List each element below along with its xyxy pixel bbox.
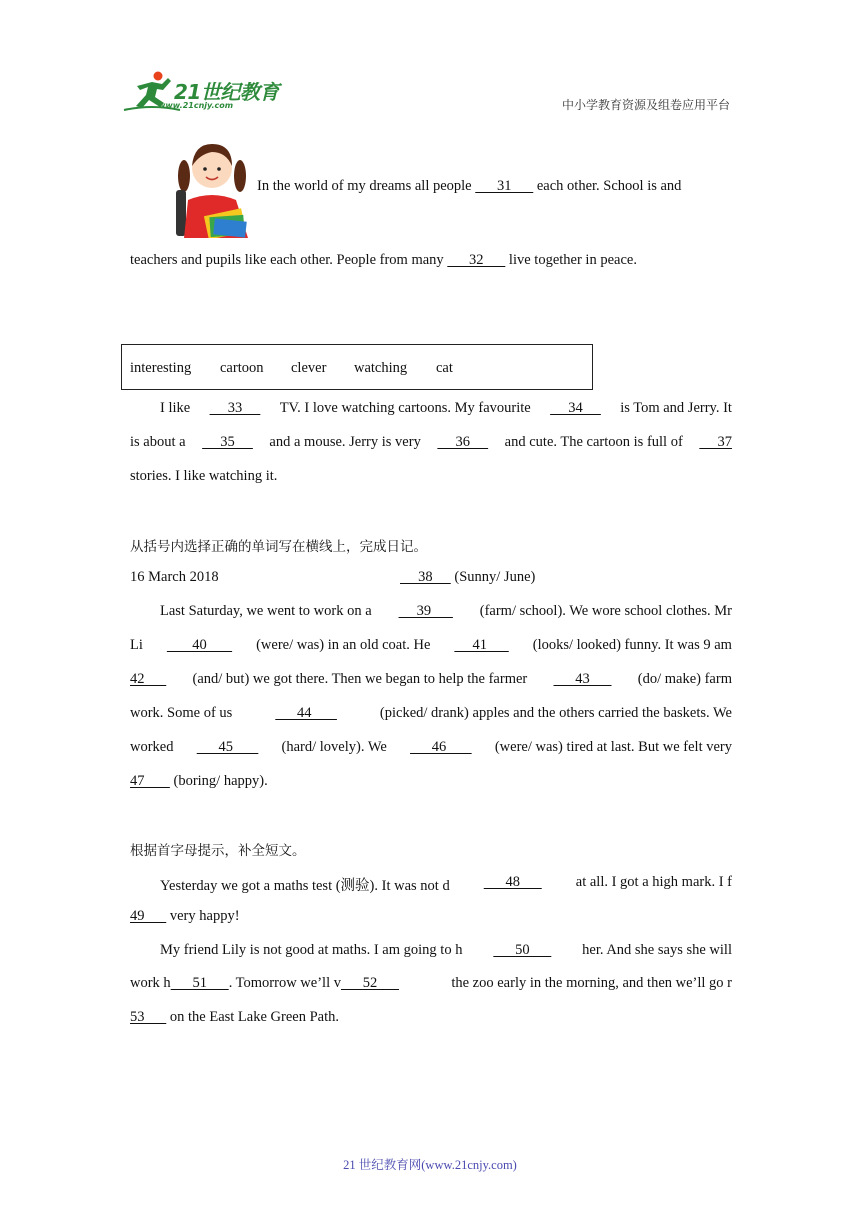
blank-37[interactable]: 37: [699, 434, 732, 450]
blank-46[interactable]: 46: [410, 739, 472, 755]
diary-line2: [130, 637, 732, 654]
section3-text: the zoo early in the morning, and then we’ll go r: [451, 975, 732, 991]
section2-instruction: 从括号内选择正确的单词写在横线上，完成日记。: [130, 539, 427, 555]
diary-text: (hard/ lovely). We: [281, 739, 387, 755]
diary-line6: [130, 773, 268, 790]
girl-illustration: [170, 138, 256, 238]
word-bank-item: cat: [436, 360, 453, 376]
blank-33[interactable]: 33: [209, 400, 261, 416]
word-bank-box: [121, 344, 593, 390]
blank-36[interactable]: 36: [437, 434, 489, 450]
diary-text: (boring/ happy).: [173, 773, 268, 789]
blank-47[interactable]: 47: [130, 773, 170, 789]
passage2-text: is Tom and Jerry. It: [620, 400, 732, 416]
weather-options: (Sunny/ June): [454, 569, 536, 585]
blank-40[interactable]: 40: [166, 637, 233, 653]
passage2-text: TV. I love watching cartoons. My favourite: [279, 400, 531, 416]
diary-date: 16 March 2018: [130, 569, 219, 585]
blank-51[interactable]: 51: [170, 975, 229, 991]
diary-weather: [400, 569, 535, 586]
diary-text: (were/ was) in an old coat. He: [256, 637, 431, 653]
blank-41[interactable]: 41: [454, 637, 509, 653]
passage2-text: is about a: [130, 434, 186, 450]
section3-text: . Tomorrow we’ll v: [228, 975, 341, 991]
header-platform-text: 中小学教育资源及组卷应用平台: [561, 98, 730, 112]
blank-43[interactable]: 43: [553, 671, 612, 687]
section3-instruction: 根据首字母提示，补全短文。: [130, 843, 306, 859]
passage1-text: In the world of my dreams all people: [257, 178, 472, 194]
blank-31[interactable]: 31: [475, 178, 534, 194]
section3-line2: [130, 908, 240, 925]
diary-text: work. Some of us: [130, 705, 233, 721]
section3-text: her. And she says she will: [582, 942, 732, 958]
passage2-text: and cute. The cartoon is full of: [504, 434, 683, 450]
section3-line1: [160, 874, 732, 895]
logo-text: 21世纪教育: [174, 80, 279, 104]
section3-line4: [130, 975, 732, 992]
blank-34[interactable]: 34: [550, 400, 601, 416]
section3-text: on the East Lake Green Path.: [169, 1009, 339, 1025]
diary-text: (were/ was) tired at last. But we felt very: [494, 739, 732, 755]
blank-48[interactable]: 48: [483, 874, 542, 890]
passage2-text: I like: [160, 400, 191, 416]
section3-text: work h: [130, 975, 171, 991]
diary-text: (do/ make) farm: [637, 671, 732, 687]
passage1-text: teachers and pupils like each other. People from many: [130, 252, 444, 268]
blank-50[interactable]: 50: [493, 942, 552, 958]
blank-53[interactable]: 53: [130, 1009, 167, 1025]
blank-49[interactable]: 49: [130, 908, 167, 924]
blank-42[interactable]: 42: [130, 671, 167, 687]
section3-text: at all. I got a high mark. I f: [575, 874, 732, 890]
diary-text: Li: [130, 637, 143, 653]
footer-link[interactable]: 21 世纪教育网(www.21cnjy.com): [343, 1158, 517, 1172]
diary-text: (picked/ drank) apples and the others carried the baskets. We: [379, 705, 732, 721]
word-bank-item: watching: [354, 360, 408, 376]
blank-35[interactable]: 35: [202, 434, 253, 450]
passage2-line3: stories. I like watching it.: [130, 468, 278, 484]
blank-45[interactable]: 45: [196, 739, 259, 755]
blank-44[interactable]: 44: [275, 705, 337, 721]
site-logo: [122, 70, 292, 116]
word-bank-item: interesting: [130, 360, 192, 376]
section3-text: very happy!: [169, 908, 240, 924]
blank-32[interactable]: 32: [447, 252, 506, 268]
passage1-line2: [130, 252, 637, 269]
blank-38[interactable]: 38: [400, 569, 451, 585]
diary-text: (farm/ school). We wore school clothes. Mr: [479, 603, 732, 619]
passage1-text: each other. School is and: [536, 178, 682, 194]
section3-line5: [130, 1009, 339, 1026]
blank-52[interactable]: 52: [340, 975, 399, 991]
diary-text: Last Saturday, we went to work on a: [160, 603, 372, 619]
section3-line3: [160, 942, 732, 959]
passage2-line1: [160, 400, 732, 417]
passage2-text: and a mouse. Jerry is very: [269, 434, 421, 450]
passage1-text: live together in peace.: [508, 252, 637, 268]
diary-line4: [130, 705, 732, 722]
passage2-line2: [130, 434, 732, 451]
word-bank-item: clever: [291, 360, 327, 376]
diary-text: (looks/ looked) funny. It was 9 am: [532, 637, 732, 653]
logo-url: www.21cnjy.com: [158, 101, 234, 110]
passage1-line1: [257, 178, 681, 195]
diary-line1: [160, 603, 732, 620]
section3-text: My friend Lily is not good at maths. I am going to h: [160, 942, 463, 958]
diary-text: (and/ but) we got there. Then we began to help the farmer: [192, 671, 528, 687]
word-bank-item: cartoon: [220, 360, 264, 376]
blank-39[interactable]: 39: [398, 603, 453, 619]
diary-line5: [130, 739, 732, 756]
diary-line3: [130, 671, 732, 688]
diary-text: worked: [130, 739, 174, 755]
section3-text: Yesterday we got a maths test (测验). It was not d: [160, 878, 450, 894]
